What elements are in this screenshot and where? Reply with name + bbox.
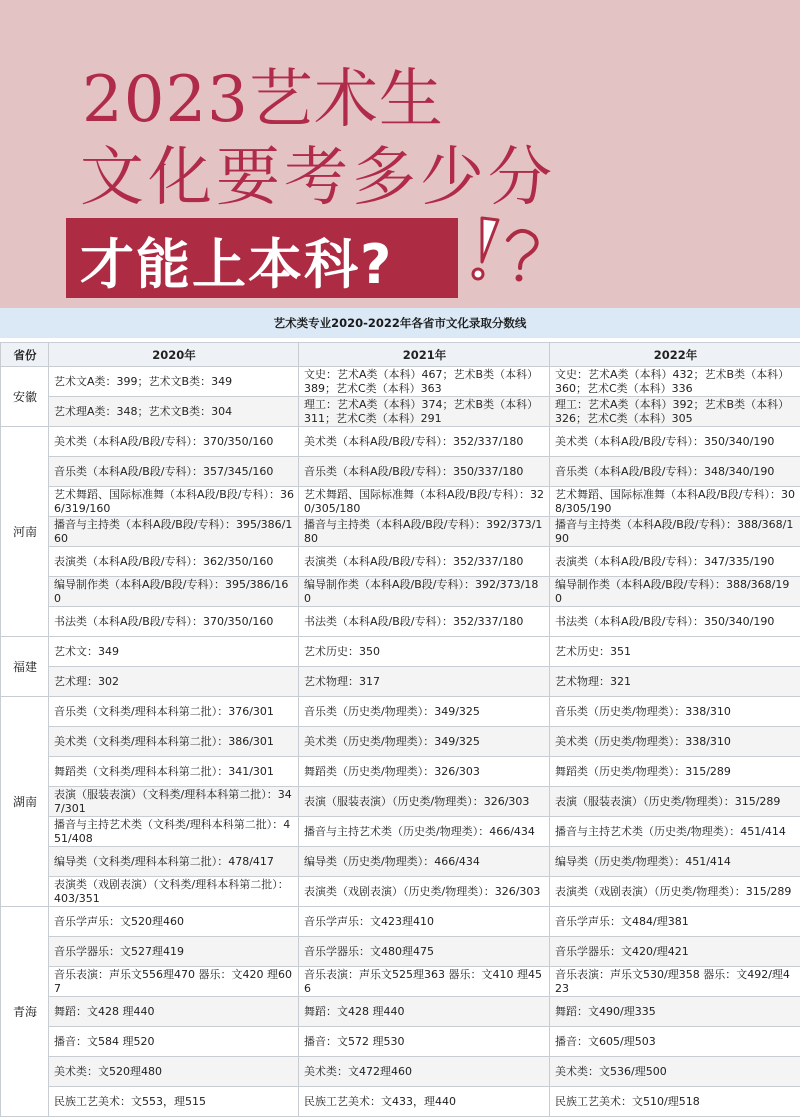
score-cell-2021: 编导类（历史类/物理类）：466/434: [299, 847, 550, 877]
table-body: [1, 367, 800, 1117]
score-cell-2020: 音乐类（文科类/理科本科第二批）：376/301: [49, 697, 299, 727]
score-cell-2020: 音乐学声乐：文520理460: [49, 907, 299, 937]
score-cell-2021: 艺术历史：350: [299, 637, 550, 667]
score-cell-2021: 播音：文572 理530: [299, 1027, 550, 1057]
score-cell-2020: 播音：文584 理520: [49, 1027, 299, 1057]
score-cell-2021: 编导制作类（本科A段/B段/专科）：392/373/180: [299, 577, 550, 607]
score-cell-2020: 音乐学器乐：文527理419: [49, 937, 299, 967]
score-cell-2022: 舞蹈：文490/理335: [550, 997, 800, 1027]
header-2020: 2020年: [49, 343, 299, 367]
score-cell-2021: 舞蹈：文428 理440: [299, 997, 550, 1027]
table-row: [1, 1027, 800, 1057]
table-row: [1, 757, 800, 787]
table-row: [1, 1057, 800, 1087]
banner-title-line2: 文化要考多少分: [80, 126, 556, 218]
score-cell-2022: 音乐表演：声乐文530/理358 器乐：文492/理423: [550, 967, 800, 997]
score-cell-2020: 音乐类（本科A段/B段/专科）：357/345/160: [49, 457, 299, 487]
score-cell-2020: 编导制作类（本科A段/B段/专科）：395/386/160: [49, 577, 299, 607]
score-cell-2022: 音乐类（本科A段/B段/专科）：348/340/190: [550, 457, 800, 487]
header-2022: 2022年: [550, 343, 800, 367]
score-cell-2022: 音乐学声乐：文484/理381: [550, 907, 800, 937]
score-cell-2021: 播音与主持类（本科A段/B段/专科）：392/373/180: [299, 517, 550, 547]
table-row: [1, 637, 800, 667]
score-cell-2021: 舞蹈类（历史类/物理类）：326/303: [299, 757, 550, 787]
table-row: [1, 607, 800, 637]
province-cell: 湖南: [1, 697, 49, 907]
score-cell-2020: 表演类（本科A段/B段/专科）：362/350/160: [49, 547, 299, 577]
score-cell-2020: 播音与主持艺术类（文科类/理科本科第二批）：451/408: [49, 817, 299, 847]
score-table: [0, 342, 800, 1117]
table-row: [1, 517, 800, 547]
score-cell-2021: 表演（服装表演）（历史类/物理类）：326/303: [299, 787, 550, 817]
score-cell-2021: 音乐类（历史类/物理类）：349/325: [299, 697, 550, 727]
score-cell-2021: 艺术舞蹈、国际标准舞（本科A段/B段/专科）：320/305/180: [299, 487, 550, 517]
banner-highlight-text: 才能上本科?: [80, 222, 393, 299]
score-cell-2020: 表演（服装表演）（文科类/理科本科第二批）：347/301: [49, 787, 299, 817]
score-cell-2021: 艺术物理：317: [299, 667, 550, 697]
score-cell-2020: 艺术理A类：348；艺术文B类：304: [49, 397, 299, 427]
table-row: [1, 817, 800, 847]
score-cell-2021: 书法类（本科A段/B段/专科）：352/337/180: [299, 607, 550, 637]
table-row: [1, 667, 800, 697]
score-cell-2022: 舞蹈类（历史类/物理类）：315/289: [550, 757, 800, 787]
score-cell-2021: 表演类（本科A段/B段/专科）：352/337/180: [299, 547, 550, 577]
score-cell-2020: 美术类（本科A段/B段/专科）：370/350/160: [49, 427, 299, 457]
score-cell-2022: 编导类（历史类/物理类）：451/414: [550, 847, 800, 877]
table-row: [1, 967, 800, 997]
score-cell-2022: 音乐类（历史类/物理类）：338/310: [550, 697, 800, 727]
table-row: [1, 907, 800, 937]
score-cell-2022: 书法类（本科A段/B段/专科）：350/340/190: [550, 607, 800, 637]
score-cell-2020: 艺术文A类：399；艺术文B类：349: [49, 367, 299, 397]
header-province: 省份: [1, 343, 49, 367]
table-row: [1, 997, 800, 1027]
score-cell-2021: 音乐学器乐：文480理475: [299, 937, 550, 967]
table-header-row: [1, 343, 800, 367]
score-cell-2022: 音乐学器乐：文420/理421: [550, 937, 800, 967]
score-cell-2021: 理工：艺术A类（本科）374；艺术B类（本科）311；艺术C类（本科）291: [299, 397, 550, 427]
score-cell-2021: 播音与主持艺术类（历史类/物理类）：466/434: [299, 817, 550, 847]
province-cell: 安徽: [1, 367, 49, 427]
table-row: [1, 877, 800, 907]
table-row: [1, 427, 800, 457]
table-row: [1, 787, 800, 817]
score-cell-2022: 表演（服装表演）（历史类/物理类）：315/289: [550, 787, 800, 817]
score-cell-2022: 美术类（本科A段/B段/专科）：350/340/190: [550, 427, 800, 457]
score-cell-2020: 美术类（文科类/理科本科第二批）：386/301: [49, 727, 299, 757]
score-cell-2021: 美术类（历史类/物理类）：349/325: [299, 727, 550, 757]
score-cell-2022: 播音与主持类（本科A段/B段/专科）：388/368/190: [550, 517, 800, 547]
score-cell-2020: 美术类：文520理480: [49, 1057, 299, 1087]
table-row: [1, 547, 800, 577]
table-row: [1, 697, 800, 727]
score-cell-2022: 表演类（戏剧表演）（历史类/物理类）：315/289: [550, 877, 800, 907]
score-cell-2020: 表演类（戏剧表演）（文科类/理科本科第二批）：403/351: [49, 877, 299, 907]
score-cell-2021: 音乐表演：声乐文525理363 器乐：文410 理456: [299, 967, 550, 997]
banner-title-line1: 2023艺术生: [82, 48, 444, 140]
score-cell-2022: 艺术物理：321: [550, 667, 800, 697]
score-cell-2020: 编导类（文科类/理科本科第二批）：478/417: [49, 847, 299, 877]
province-cell: 河南: [1, 427, 49, 637]
table-title: 艺术类专业2020-2022年各省市文化录取分数线: [0, 308, 800, 338]
province-cell: 青海: [1, 907, 49, 1117]
table-row: [1, 577, 800, 607]
score-cell-2020: 艺术舞蹈、国际标准舞（本科A段/B段/专科）：366/319/160: [49, 487, 299, 517]
score-cell-2022: 美术类：文536/理500: [550, 1057, 800, 1087]
score-cell-2022: 理工：艺术A类（本科）392；艺术B类（本科）326；艺术C类（本科）305: [550, 397, 800, 427]
score-cell-2022: 民族工艺美术：文510/理518: [550, 1087, 800, 1117]
province-cell: 福建: [1, 637, 49, 697]
score-cell-2021: 美术类（本科A段/B段/专科）：352/337/180: [299, 427, 550, 457]
table-row: [1, 847, 800, 877]
score-cell-2021: 音乐类（本科A段/B段/专科）：350/337/180: [299, 457, 550, 487]
score-cell-2022: 播音：文605/理503: [550, 1027, 800, 1057]
score-cell-2022: 美术类（历史类/物理类）：338/310: [550, 727, 800, 757]
score-cell-2020: 书法类（本科A段/B段/专科）：370/350/160: [49, 607, 299, 637]
score-cell-2021: 文史：艺术A类（本科）467；艺术B类（本科）389；艺术C类（本科）363: [299, 367, 550, 397]
score-cell-2021: 民族工艺美术：文433，理440: [299, 1087, 550, 1117]
title-banner: [0, 0, 800, 308]
table-row: [1, 487, 800, 517]
score-cell-2020: 民族工艺美术：文553，理515: [49, 1087, 299, 1117]
score-cell-2020: 音乐表演：声乐文556理470 器乐：文420 理607: [49, 967, 299, 997]
score-cell-2022: 播音与主持艺术类（历史类/物理类）：451/414: [550, 817, 800, 847]
score-cell-2020: 舞蹈：文428 理440: [49, 997, 299, 1027]
score-cell-2020: 艺术理：302: [49, 667, 299, 697]
score-cell-2022: 艺术历史：351: [550, 637, 800, 667]
table-row: [1, 367, 800, 397]
table-row: [1, 1087, 800, 1117]
header-2021: 2021年: [299, 343, 550, 367]
score-cell-2022: 表演类（本科A段/B段/专科）：347/335/190: [550, 547, 800, 577]
score-cell-2021: 美术类：文472理460: [299, 1057, 550, 1087]
score-cell-2021: 表演类（戏剧表演）（历史类/物理类）：326/303: [299, 877, 550, 907]
score-cell-2020: 播音与主持类（本科A段/B段/专科）：395/386/160: [49, 517, 299, 547]
table-row: [1, 457, 800, 487]
score-cell-2022: 编导制作类（本科A段/B段/专科）：388/368/190: [550, 577, 800, 607]
score-cell-2020: 艺术文：349: [49, 637, 299, 667]
table-row: [1, 937, 800, 967]
exclamation-question-icon: [460, 210, 550, 290]
score-sheet: [0, 308, 800, 1069]
table-row: [1, 397, 800, 427]
score-cell-2022: 艺术舞蹈、国际标准舞（本科A段/B段/专科）：308/305/190: [550, 487, 800, 517]
score-cell-2021: 音乐学声乐：文423理410: [299, 907, 550, 937]
score-cell-2020: 舞蹈类（文科类/理科本科第二批）：341/301: [49, 757, 299, 787]
score-cell-2022: 文史：艺术A类（本科）432；艺术B类（本科）360；艺术C类（本科）336: [550, 367, 800, 397]
table-row: [1, 727, 800, 757]
